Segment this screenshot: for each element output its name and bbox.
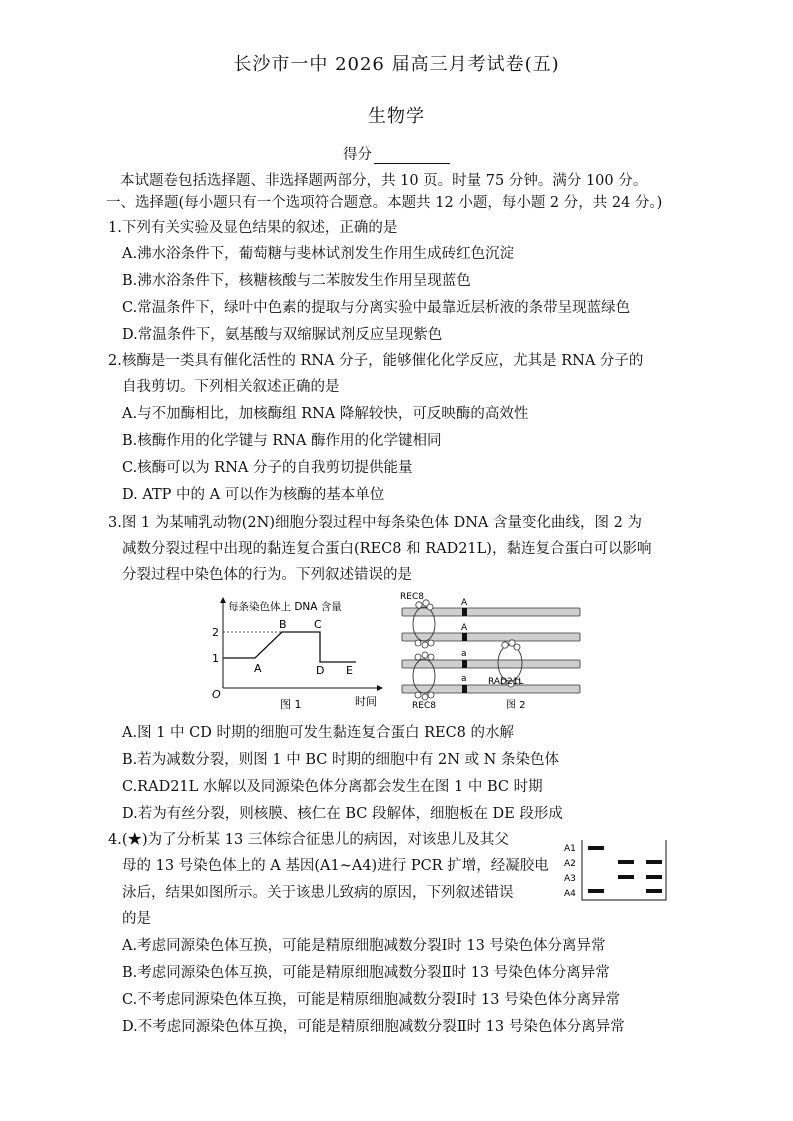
gel-label-a1: A1	[564, 844, 576, 854]
q1-option-c: C.常温条件下，绿叶中色素的提取与分离实验中最靠近层析液的条带呈现蓝绿色	[122, 300, 631, 316]
q3-stem-line1: 3.图 1 为某哺乳动物(2N)细胞分裂过程中每条染色体 DNA 含量变化曲线，图 2 为	[108, 515, 642, 531]
figure-2-rad21l-label: RAD21L	[488, 677, 524, 687]
figure-1-curve	[223, 632, 356, 662]
q1-option-d: D.常温条件下，氨基酸与双缩脲试剂反应呈现紫色	[122, 327, 443, 343]
q4-option-d: D.不考虑同源染色体互换，可能是精原细胞减数分裂Ⅱ时 13 号染色体分离异常	[122, 1019, 625, 1035]
q4-option-b: B.考虑同源染色体互换，可能是精原细胞减数分裂Ⅱ时 13 号染色体分离异常	[122, 965, 610, 981]
gel-band-lane1-a1	[588, 846, 604, 850]
gel-band-lane3-a2	[646, 860, 662, 864]
gel-band-lane3-a4	[646, 889, 662, 893]
q3-option-d: D.若为有丝分裂，则核膜、核仁在 BC 段解体，细胞板在 DE 段形成	[122, 806, 563, 822]
q4-stem-line1: 4.(★)为了分析某 13 三体综合征患儿的病因，对该患儿及其父	[108, 832, 509, 848]
q1-option-b: B.沸水浴条件下，核糖核酸与二苯胺发生作用呈现蓝色	[122, 273, 471, 289]
figure-1-point-e: E	[346, 664, 353, 677]
q4-stem-line2: 母的 13 号染色体上的 A 基因(A1~A4)进行 PCR 扩增，经凝胶电	[122, 858, 549, 874]
q2-option-b: B.核酶作用的化学键与 RNA 酶作用的化学键相同	[122, 433, 442, 449]
allele-marker-1	[462, 608, 467, 616]
q2-stem-line2: 自我剪切。下列相关叙述正确的是	[122, 379, 340, 395]
gel-label-a4: A4	[564, 889, 576, 899]
score-label: 得分	[343, 147, 372, 163]
figure-2-rec8-top-label: REC8	[400, 592, 424, 602]
q2-stem-line1: 2.核酶是一类具有催化活性的 RNA 分子，能够催化化学反应，尤其是 RNA 分子的	[108, 353, 644, 369]
figure-1-dna-curve	[210, 592, 390, 714]
figure-1-point-d: D	[316, 664, 325, 677]
q1-stem: 1.下列有关实验及显色结果的叙述，正确的是	[108, 220, 398, 236]
allele-marker-4	[462, 685, 467, 693]
q2-option-a: A.与不加酶相比，加核酶组 RNA 降解较快，可反映酶的高效性	[122, 406, 529, 422]
figure-2-allele-A1: A	[461, 598, 468, 608]
gel-band-lane2-a2	[618, 860, 634, 864]
figure-1-ylabel: 每条染色体上 DNA 含量	[228, 601, 342, 613]
exam-notice: 本试题卷包括选择题、非选择题两部分，共 10 页。时量 75 分钟。满分 100 分。	[120, 173, 648, 189]
q3-stem-line3: 分裂过程中染色体的行为。下列叙述错误的是	[122, 567, 412, 583]
gel-label-a3: A3	[564, 874, 576, 884]
figure-1-point-a: A	[254, 662, 262, 675]
figure-2-caption: 图 2	[506, 700, 526, 711]
figure-2-allele-a2: a	[461, 674, 467, 684]
gel-band-lane1-a4	[588, 889, 604, 893]
allele-marker-2	[462, 633, 467, 641]
q4-stem-line4: 的是	[122, 911, 151, 927]
gel-label-a2: A2	[564, 859, 576, 869]
figure-1-ytick-2: 2	[212, 626, 219, 639]
q3-option-a: A.图 1 中 CD 时期的细胞可发生黏连复合蛋白 REC8 的水解	[122, 725, 515, 741]
gel-band-lane2-a3	[618, 875, 634, 879]
q4-option-a: A.考虑同源染色体互换，可能是精原细胞减数分裂Ⅰ时 13 号染色体分离异常	[122, 938, 606, 954]
gel-band-lane3-a3	[646, 875, 662, 879]
gel-electrophoresis-figure	[562, 838, 674, 902]
q3-option-b: B.若为减数分裂，则图 1 中 BC 时期的细胞中有 2N 或 N 条染色体	[122, 752, 559, 768]
figure-2-allele-A2: A	[461, 623, 468, 633]
q2-option-d: D. ATP 中的 A 可以作为核酶的基本单位	[122, 487, 385, 503]
score-field	[343, 146, 450, 164]
q4-option-c: C.不考虑同源染色体互换，可能是精原细胞减数分裂Ⅰ时 13 号染色体分离异常	[122, 992, 621, 1008]
figure-1-xlabel: 时间	[355, 695, 377, 708]
q2-option-c: C.核酶可以为 RNA 分子的自我剪切提供能量	[122, 460, 413, 476]
q3-stem-line2: 减数分裂过程中出现的黏连复合蛋白(REC8 和 RAD21L)，黏连复合蛋白可以影响	[122, 541, 652, 557]
subject-title: 生物学	[368, 106, 425, 127]
figure-1-point-c: C	[314, 618, 322, 631]
q1-option-a: A.沸水浴条件下，葡萄糖与斐林试剂发生作用生成砖红色沉淀	[122, 246, 515, 262]
allele-marker-3	[462, 660, 467, 668]
figure-1-point-b: B	[279, 618, 287, 631]
chromatid-3	[402, 660, 580, 668]
q3-option-c: C.RAD21L 水解以及同源染色体分离都会发生在图 1 中 BC 时期	[122, 779, 543, 795]
figure-1-origin: O	[212, 688, 221, 701]
score-blank	[374, 149, 450, 164]
section-heading: 一、选择题(每小题只有一个选项符合题意。本题共 12 小题，每小题 2 分，共 24 分。)	[106, 195, 663, 211]
q4-stem-line3: 泳后，结果如图所示。关于该患儿致病的原因，下列叙述错误	[122, 885, 514, 901]
figure-1-caption: 图 1	[280, 698, 302, 711]
figure-1-ytick-1: 1	[212, 652, 219, 665]
page-title: 长沙市一中 2026 届高三月考试卷(五)	[233, 54, 560, 75]
figure-2-cohesin-diagram	[398, 588, 584, 714]
figure-2-rec8-bottom-label: REC8	[412, 701, 436, 711]
figure-2-allele-a1: a	[461, 649, 467, 659]
